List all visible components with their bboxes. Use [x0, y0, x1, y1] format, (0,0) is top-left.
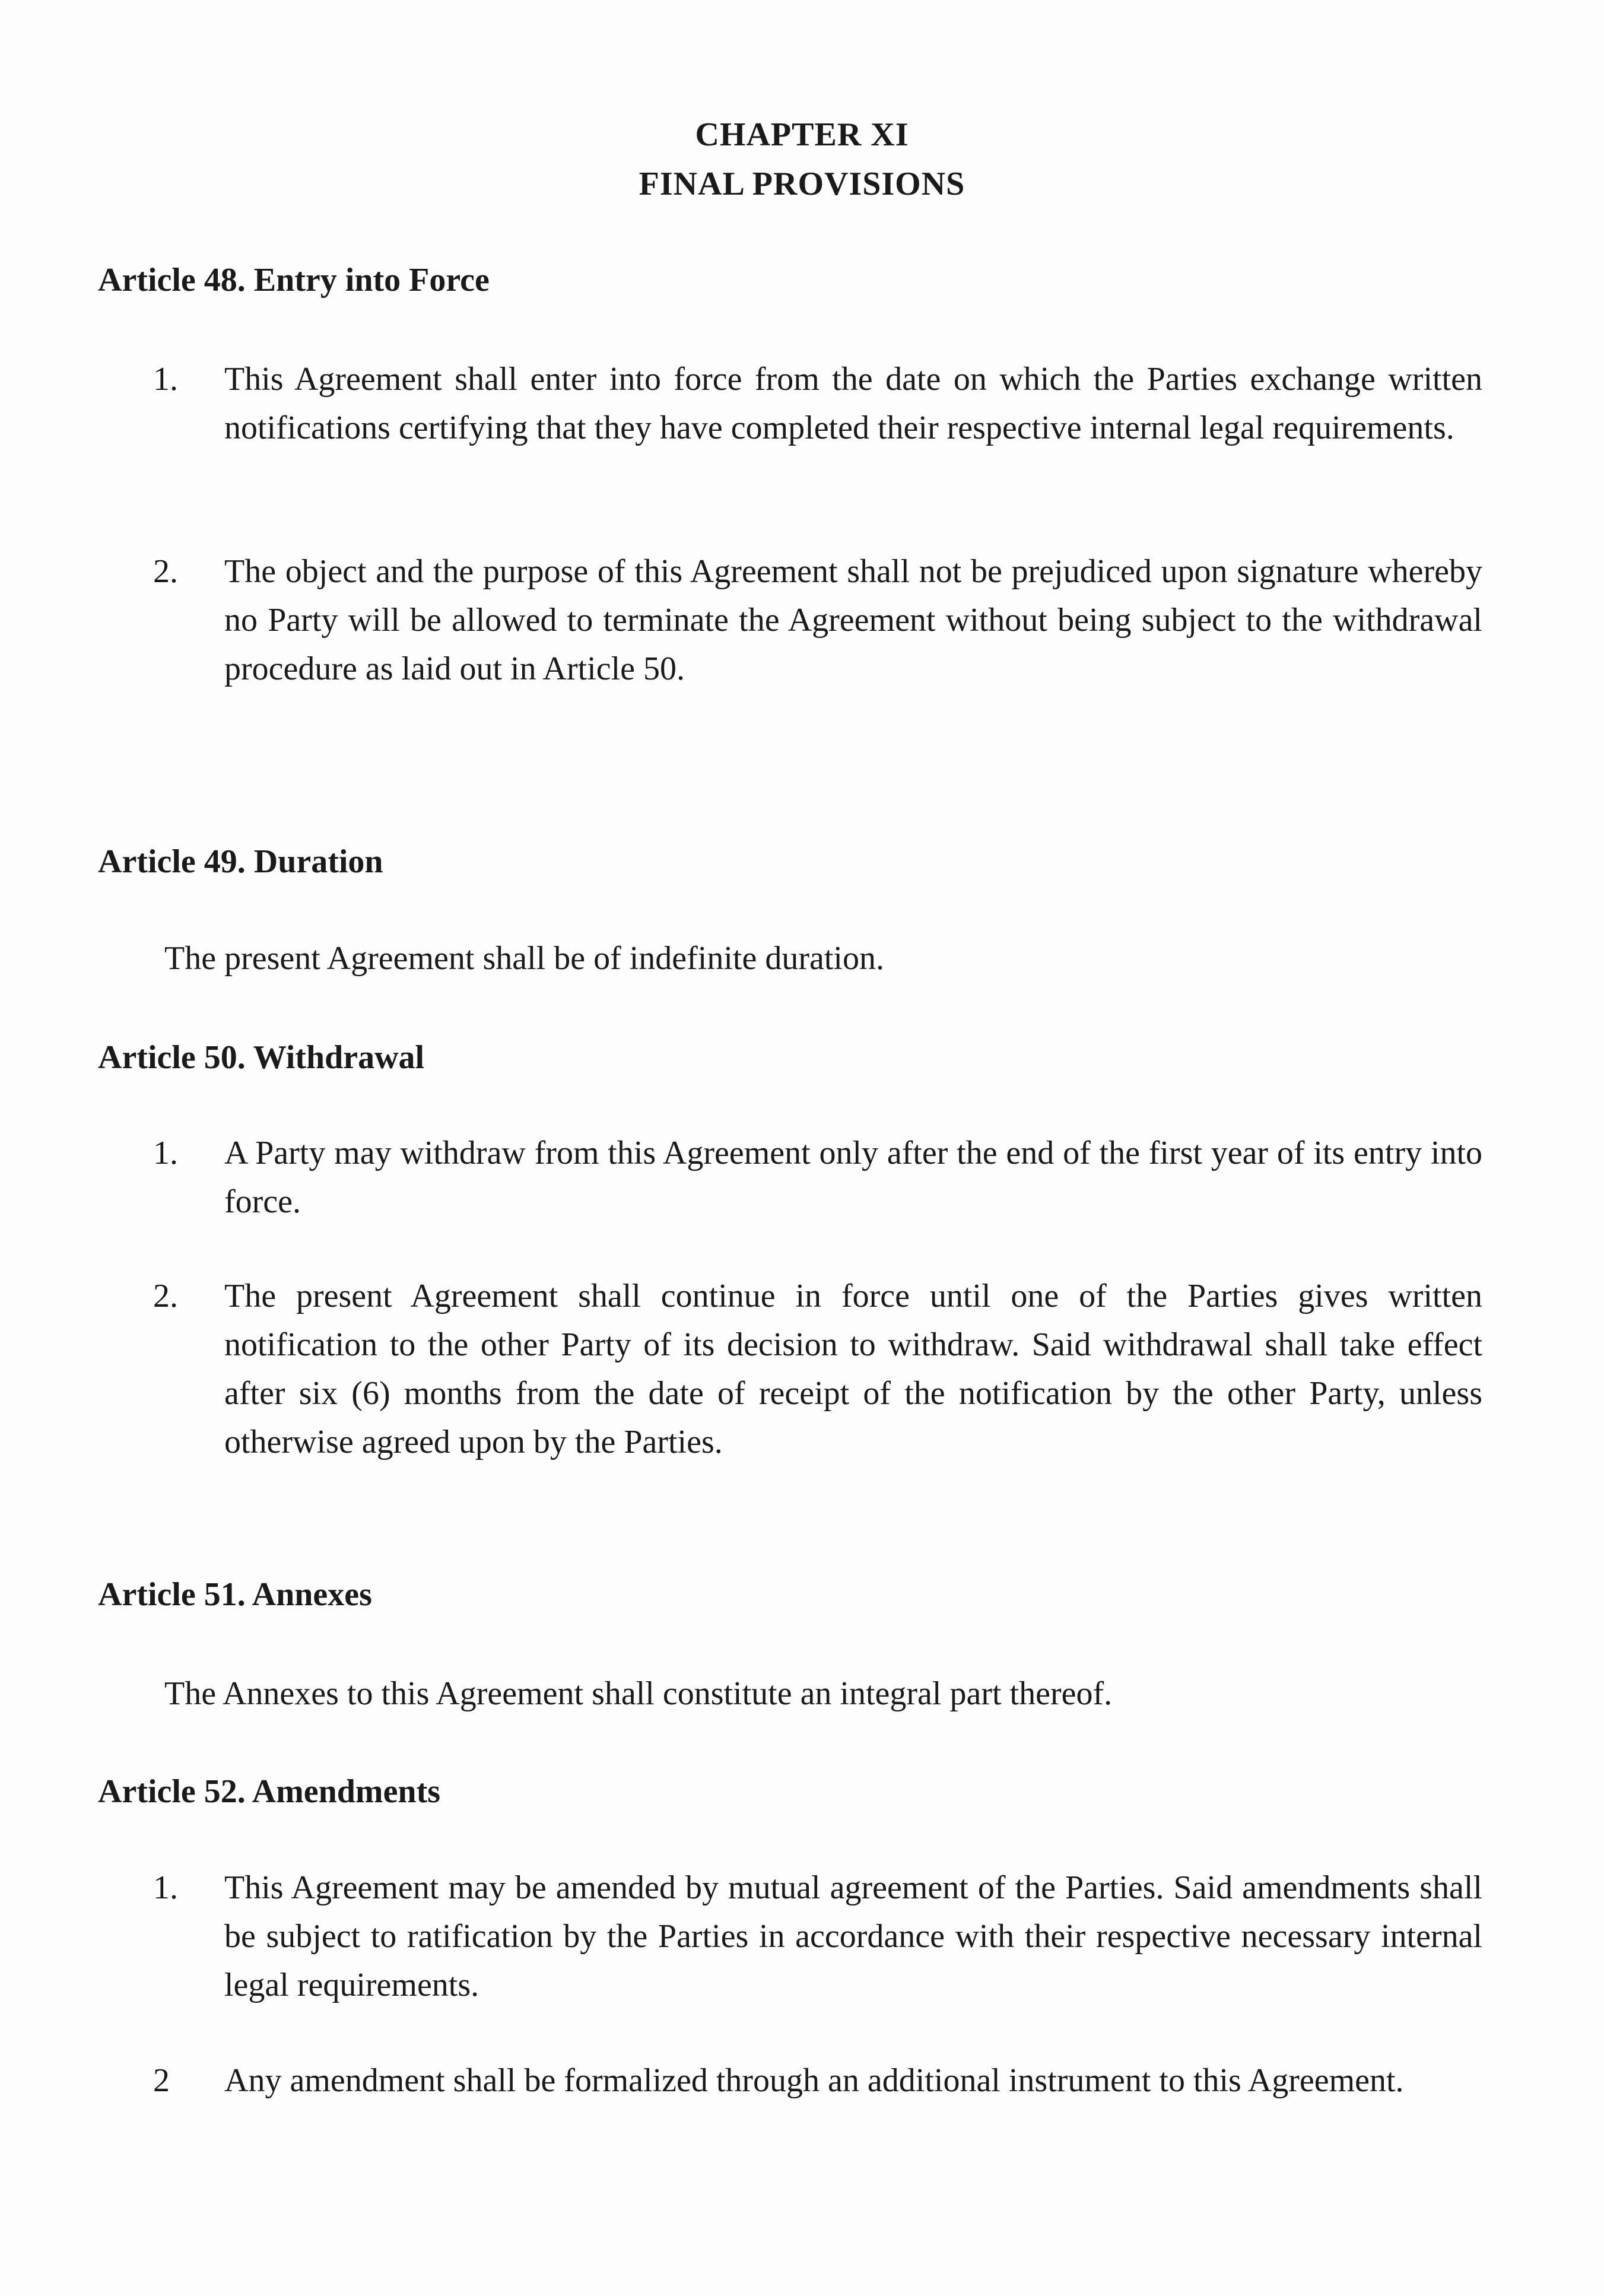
article-50-item-2-text: The present Agreement shall continue in force until one of the Parties gives written notification to the other Party of its decision to withdraw. Said withdrawal shall take effect after six (6) months from the date of receipt of the notification by the other Party, unless otherwise agreed upon by the Parties. [224, 1278, 1482, 1460]
article-48-heading: Article 48. Entry into Force [98, 262, 490, 298]
article-50-item-1-text: A Party may withdraw from this Agreement only after the end of the first year of its entry into force. [224, 1135, 1482, 1220]
article-52-item-2-number: 2 [153, 2062, 170, 2099]
article-52-item-1-number: 1. [153, 1869, 178, 1906]
article-51-body: The Annexes to this Agreement shall constitute an integral part thereof. [164, 1675, 1113, 1712]
article-49-heading: Article 49. Duration [98, 843, 383, 880]
article-50-item-1-number: 1. [153, 1135, 178, 1171]
chapter-title: CHAPTER XI [695, 116, 909, 153]
article-50-item-2-number: 2. [153, 1278, 178, 1314]
chapter-subtitle: FINAL PROVISIONS [639, 166, 965, 202]
article-52-item-2-text: Any amendment shall be formalized through an additional instrument to this Agreement. [224, 2062, 1404, 2099]
article-48-item-1-number: 1. [153, 361, 178, 398]
article-48-item-2-text: The object and the purpose of this Agreement shall not be prejudiced upon signature whereby no Party will be allowed to terminate the Agreement without being subject to the withdrawal procedure as laid out in Article 50. [224, 553, 1482, 687]
article-48-item-2-number: 2. [153, 553, 178, 590]
article-51-heading: Article 51. Annexes [98, 1576, 372, 1613]
article-49-body: The present Agreement shall be of indefinite duration. [164, 940, 884, 977]
article-50-heading: Article 50. Withdrawal [98, 1039, 425, 1076]
article-48-item-1-text: This Agreement shall enter into force from the date on which the Parties exchange written notifications certifying that they have completed their respective internal legal requirements. [224, 361, 1482, 446]
article-52-heading: Article 52. Amendments [98, 1773, 441, 1810]
article-52-item-1-text: This Agreement may be amended by mutual agreement of the Parties. Said amendments shall be subject to ratification by the Parties in accordance with their respective necessary internal legal requirements. [224, 1869, 1482, 2003]
